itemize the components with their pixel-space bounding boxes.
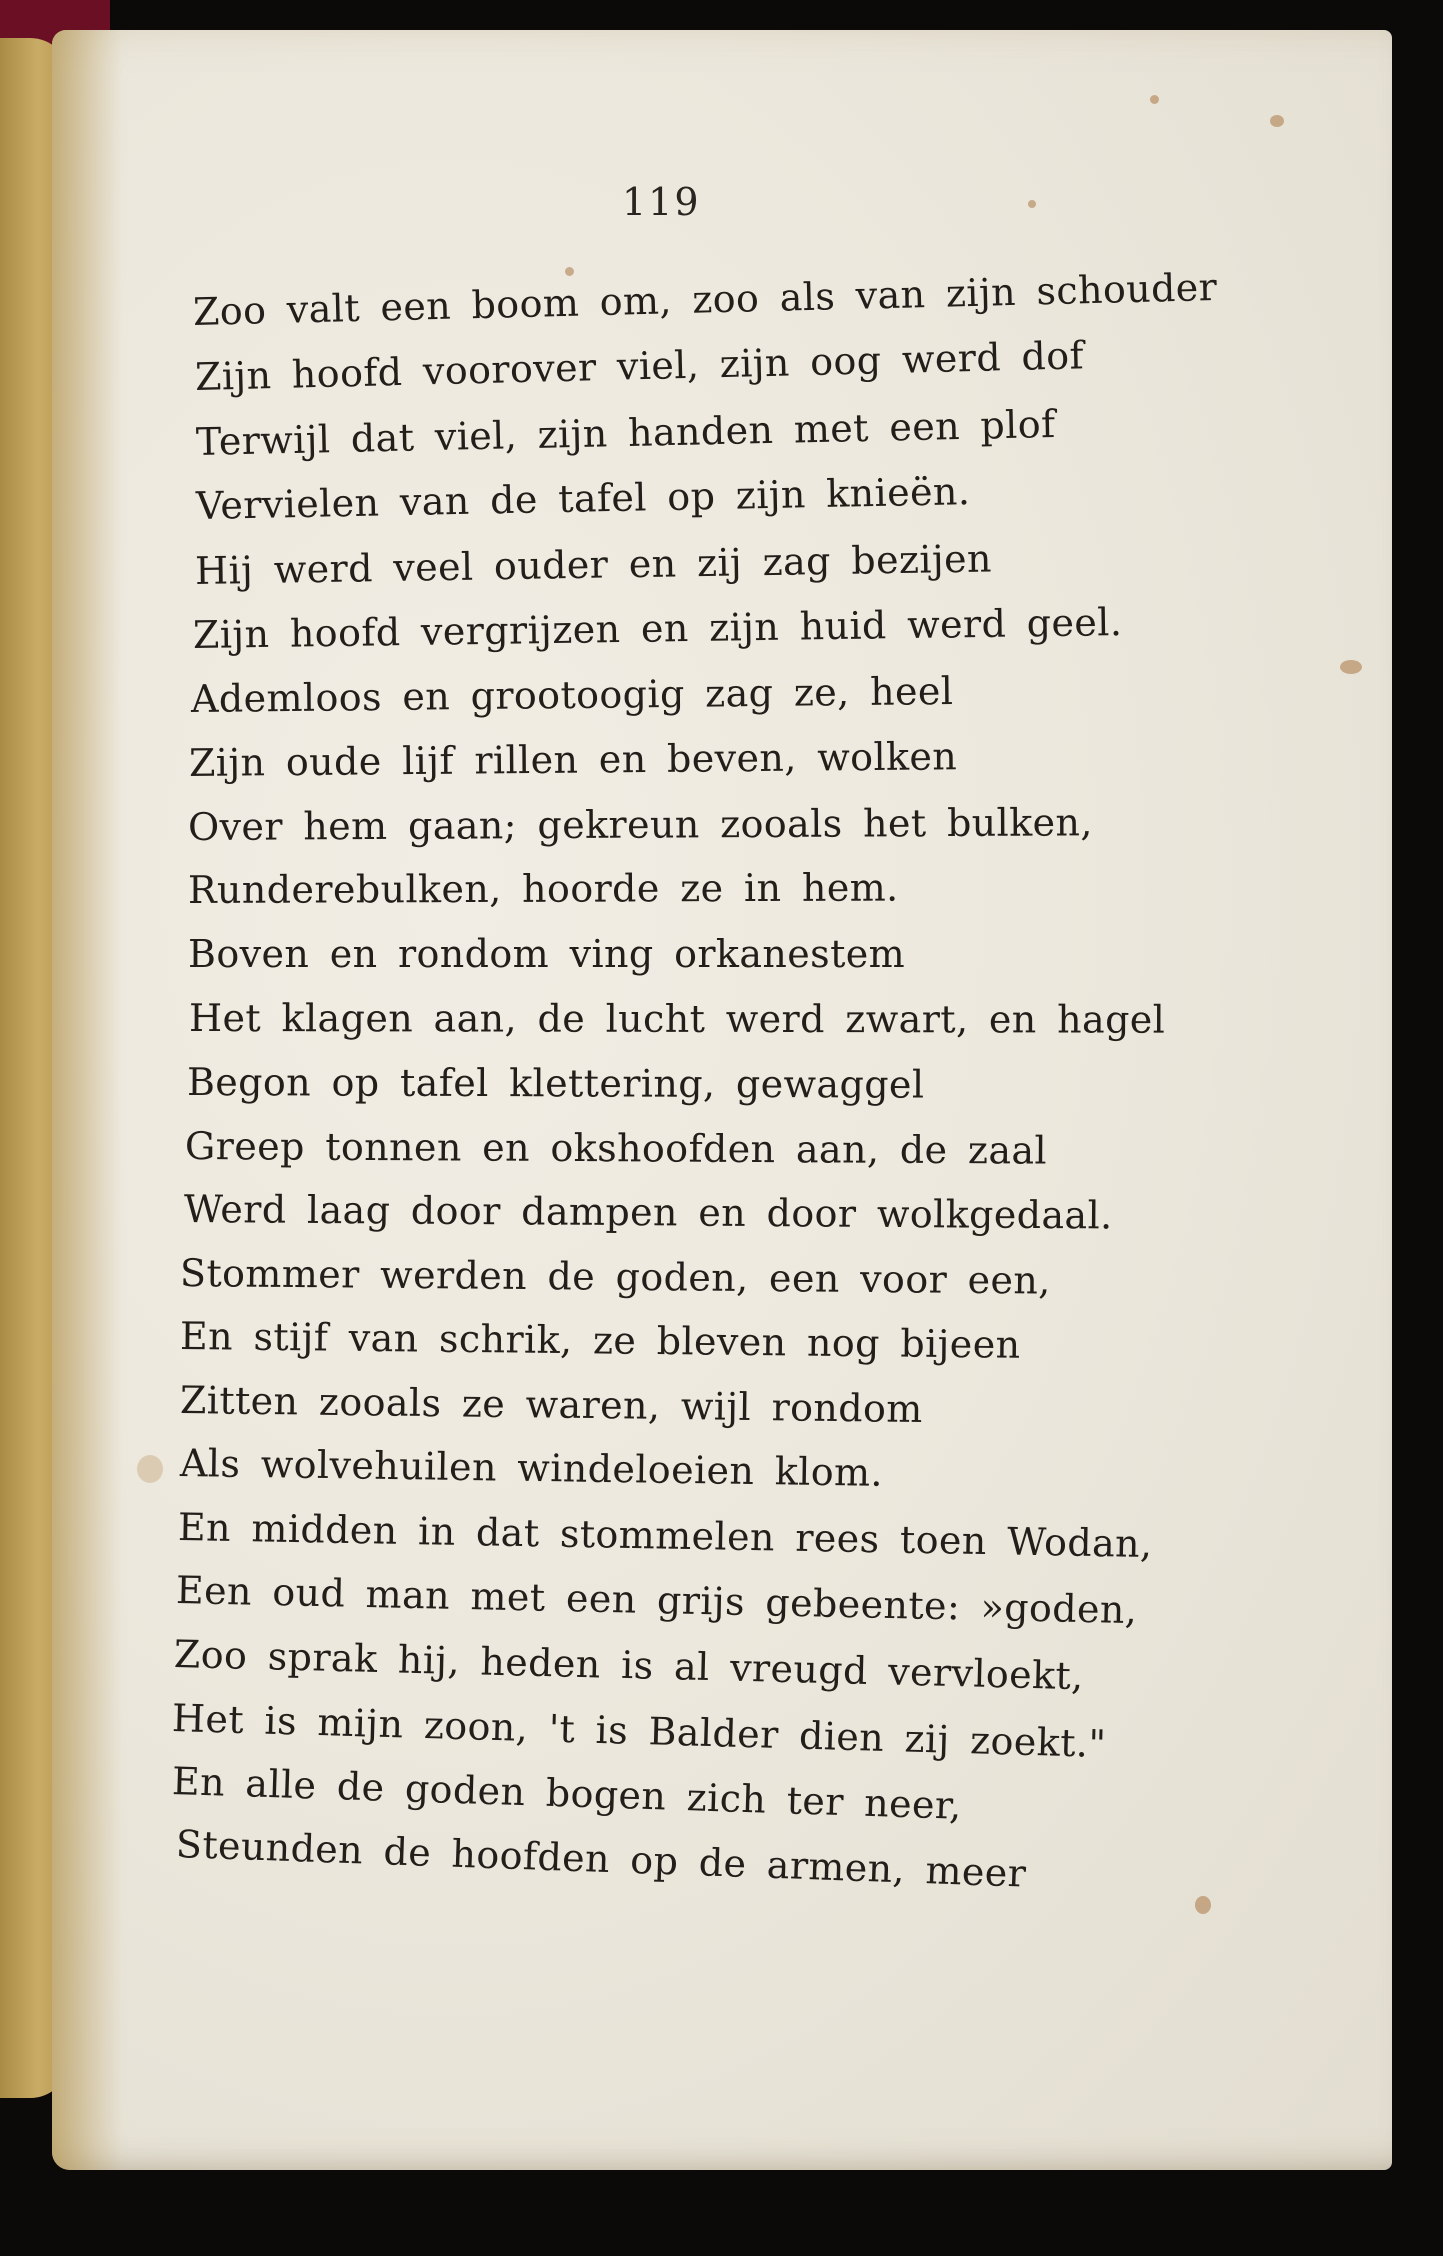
poem-line-2: Zijn hoofd voorover viel, zijn oog werd dof: [194, 333, 1085, 399]
poem-line-7: Ademloos en grootoogig zag ze, heel: [190, 669, 954, 721]
poem-line-11: Boven en rondom ving orkanestem: [188, 932, 906, 976]
poem-line-1: Zoo valt een boom om, zoo als van zijn schouder: [192, 264, 1218, 334]
poem-line-14: Greep tonnen en okshoofden aan, de zaal: [184, 1124, 1048, 1173]
poem-line-23: Het is mijn zoon, 't is Balder dien zij zoekt.": [171, 1696, 1107, 1767]
poem-line-24: En alle de goden bogen zich ter neer,: [171, 1759, 963, 1828]
poem-line-9: Over hem gaan; gekreun zooals het bulken,: [187, 800, 1093, 849]
poem-line-16: Stommer werden de goden, een voor een,: [179, 1251, 1051, 1303]
poem-line-18: Zitten zooals ze waren, wijl rondom: [179, 1378, 924, 1432]
poem-line-15: Werd laag door dampen en door wolkgedaal.: [183, 1187, 1113, 1238]
poem-line-20: En midden in dat stommelen rees toen Wodan,: [177, 1505, 1153, 1567]
poem-line-8: Zijn oude lijf rillen en beven, wolken: [188, 734, 958, 785]
poem-line-3: Terwijl dat viel, zijn handen met een plof: [195, 402, 1056, 464]
page-number: 119: [622, 180, 701, 224]
poem-line-21: Een oud man met een grijs gebeente: »goden,: [175, 1568, 1138, 1633]
poem-line-6: Zijn hoofd vergrijzen en zijn huid werd geel.: [192, 600, 1123, 657]
poem-line-5: Hij werd veel ouder en zij zag bezijen: [194, 536, 993, 593]
poem-line-22: Zoo sprak hij, heden is al vreugd vervloekt,: [173, 1632, 1085, 1699]
poem-line-17: En stijf van schrik, ze bleven nog bijeen: [179, 1314, 1021, 1367]
poem-line-12: Het klagen aan, de lucht werd zwart, en hagel: [188, 996, 1166, 1042]
poem-line-4: Vervielen van de tafel op zijn knieën.: [195, 469, 971, 528]
poem-line-19: Als wolvehuilen windeloeien klom.: [179, 1441, 884, 1495]
poem-line-10: Runderebulken, hoorde ze in hem.: [187, 865, 899, 912]
poem-line-25: Steunden de hoofden op de armen, meer: [175, 1822, 1028, 1896]
poem-line-13: Begon op tafel klettering, gewaggel: [186, 1060, 925, 1107]
